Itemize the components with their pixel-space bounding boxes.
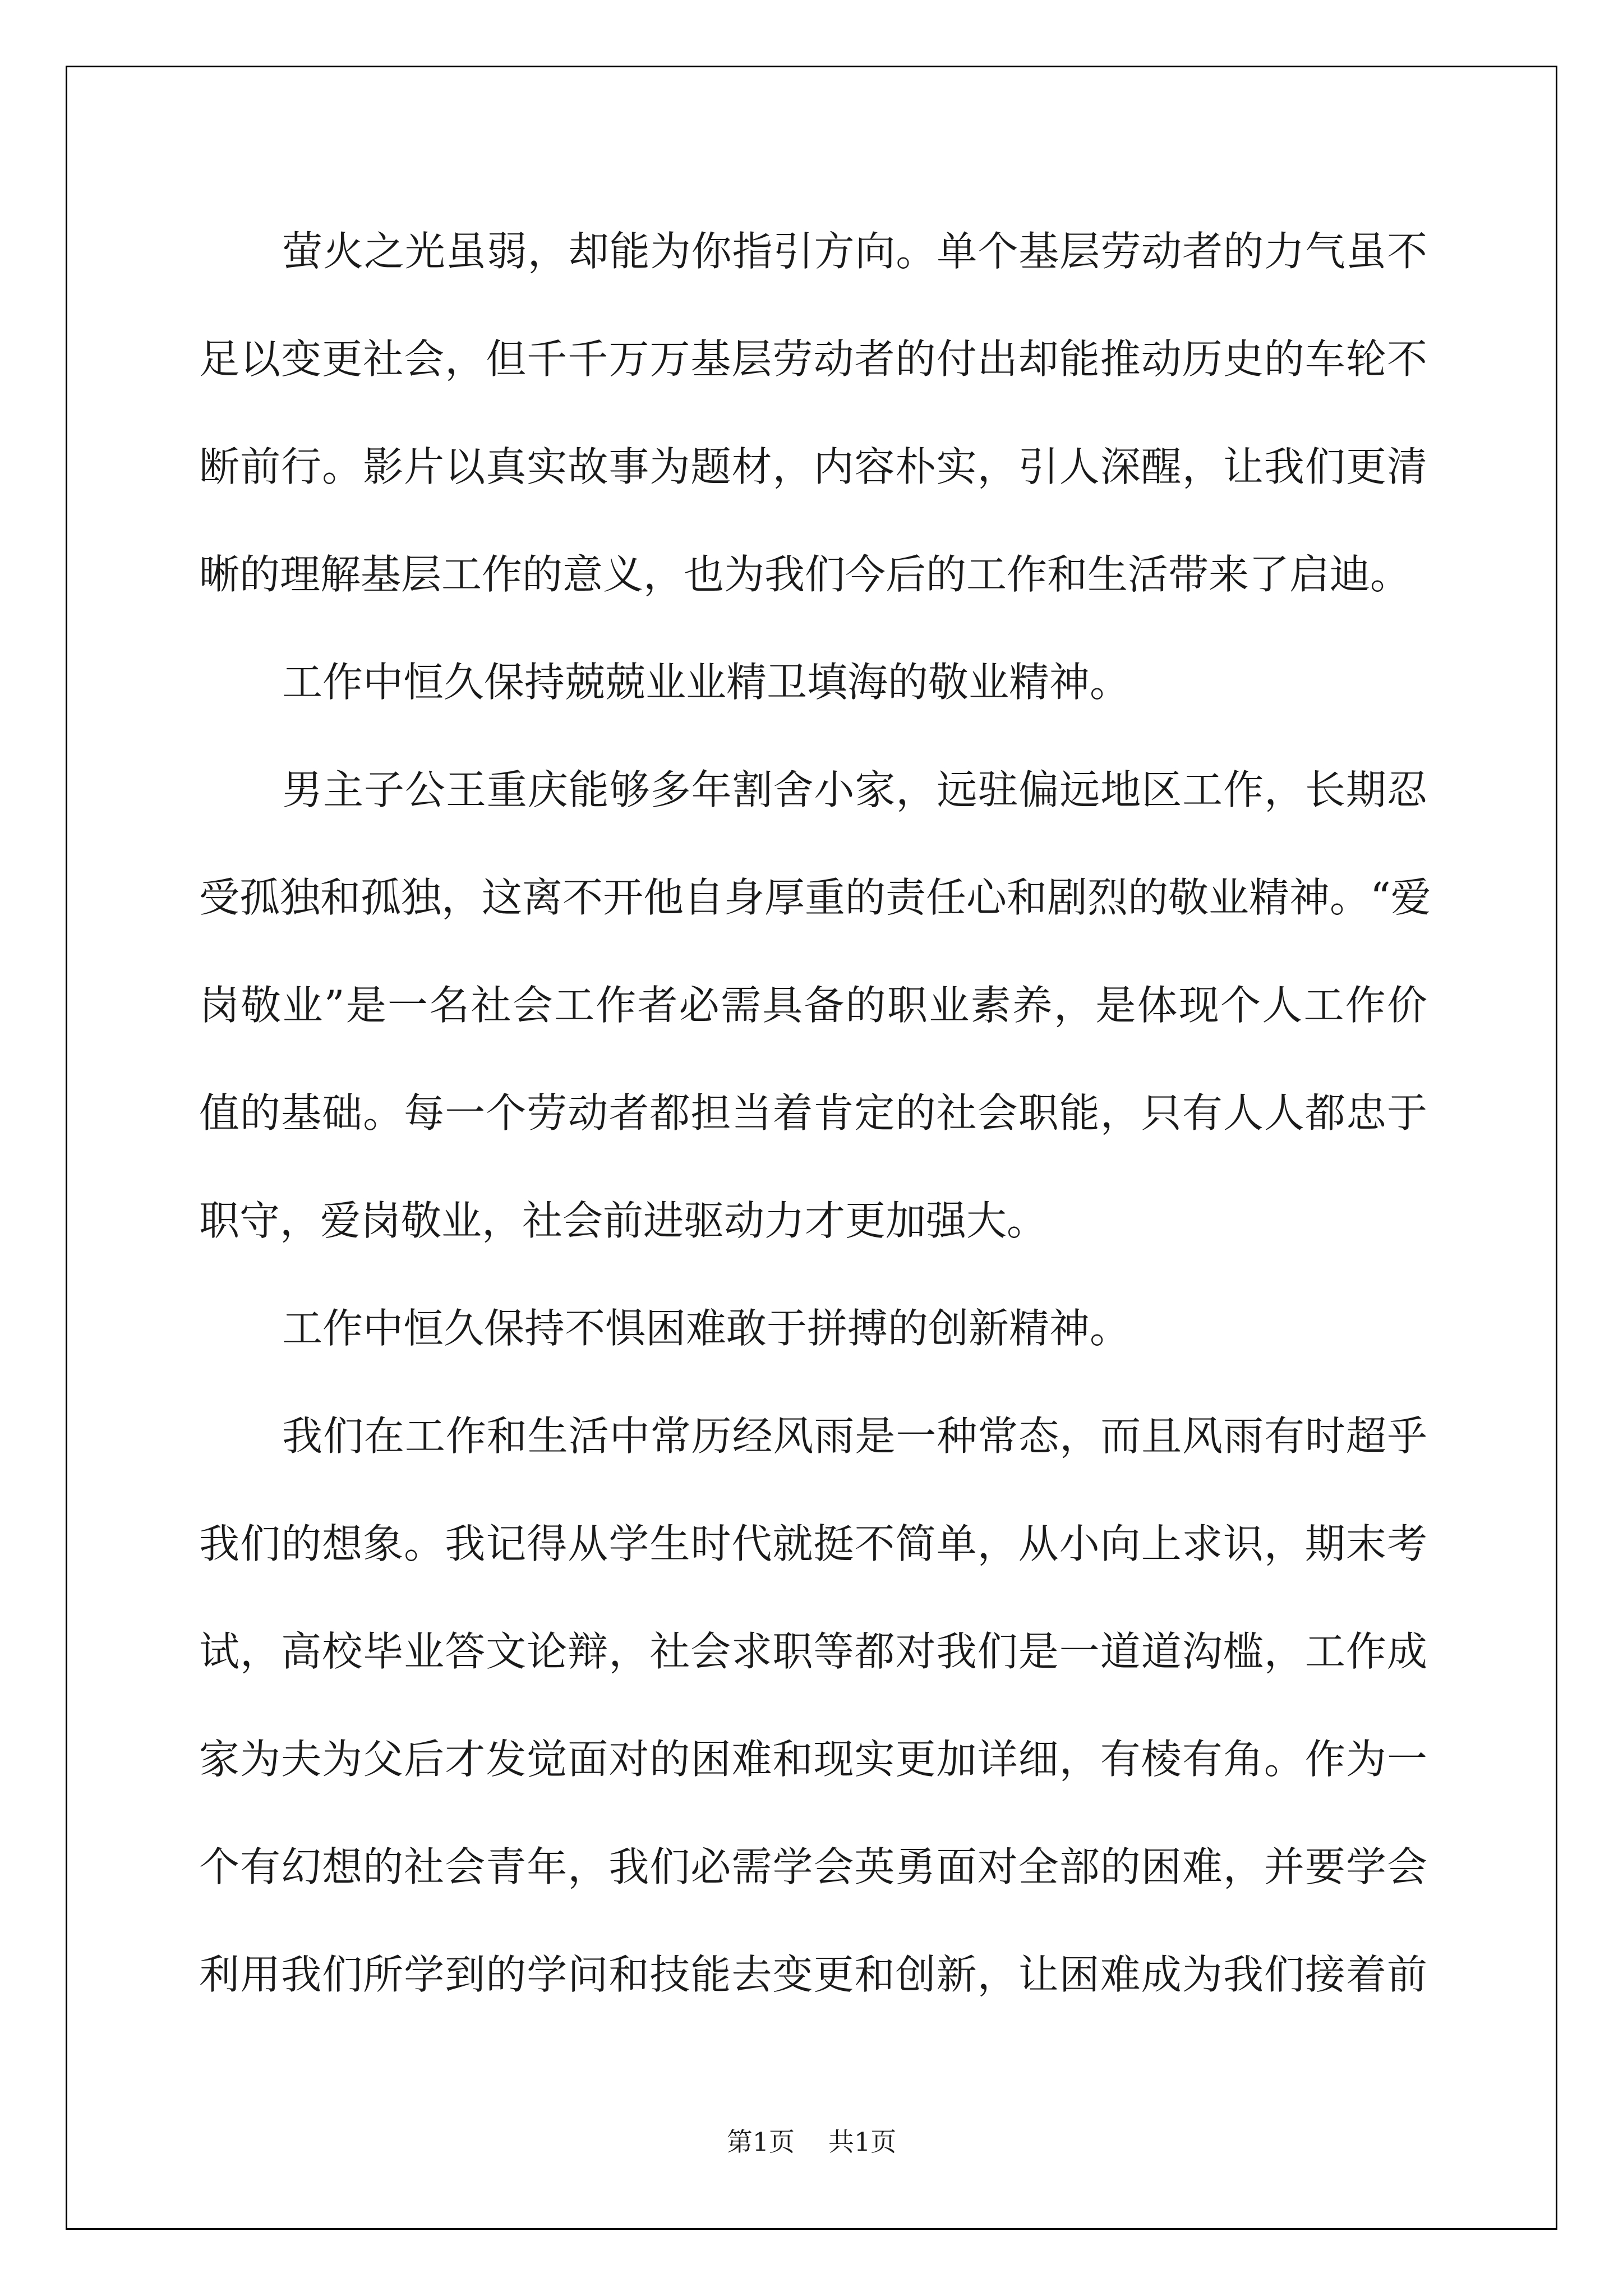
page-number-total: 共1页 bbox=[828, 2127, 897, 2157]
paragraph-line: 我们在工作和生活中常历经风雨是一种常态，而且风雨有时超乎 bbox=[282, 1412, 1427, 1460]
page-number-current: 第1页 bbox=[726, 2127, 795, 2157]
paragraph-line: 岗敬业”是一名社会工作者必需具备的职业素养，是体现个人工作价 bbox=[199, 982, 1427, 1029]
section-heading: 工作中恒久保持不惧困难敢于拼搏的创新精神。 bbox=[282, 1305, 1131, 1352]
paragraph-line: 足以变更社会，但千千万万基层劳动者的付出却能推动历史的车轮不 bbox=[199, 335, 1427, 383]
paragraph-line: 职守，爱岗敬业，社会前进驱动力才更加强大。 bbox=[199, 1197, 1048, 1244]
paragraph-line: 值的基础。每一个劳动者都担当着肯定的社会职能，只有人人都忠于 bbox=[199, 1089, 1427, 1137]
paragraph-line: 家为夫为父后才发觉面对的困难和现实更加详细，有棱有角。作为一 bbox=[199, 1736, 1427, 1783]
paragraph-line: 试，高校毕业答文论辩，社会求职等都对我们是一道道沟槛，工作成 bbox=[199, 1628, 1427, 1675]
page-footer bbox=[0, 2125, 1623, 2159]
paragraph-line: 萤火之光虽弱，却能为你指引方向。单个基层劳动者的力气虽不 bbox=[282, 228, 1427, 275]
paragraph-line: 晰的理解基层工作的意义，也为我们今后的工作和生活带来了启迪。 bbox=[199, 551, 1411, 598]
section-heading: 工作中恒久保持兢兢业业精卫填海的敬业精神。 bbox=[282, 659, 1131, 706]
paragraph-line: 利用我们所学到的学问和技能去变更和创新，让困难成为我们接着前 bbox=[199, 1951, 1427, 1998]
paragraph-line: 我们的想象。我记得从学生时代就挺不简单，从小向上求识，期末考 bbox=[199, 1520, 1427, 1567]
paragraph-line: 受孤独和孤独，这离不开他自身厚重的责任心和剧烈的敬业精神。“爱 bbox=[199, 874, 1431, 921]
paragraph-line: 断前行。影片以真实故事为题材，内容朴实，引人深醒，让我们更清 bbox=[199, 443, 1427, 490]
paragraph-line: 男主子公王重庆能够多年割舍小家，远驻偏远地区工作，长期忍 bbox=[282, 766, 1427, 813]
paragraph-line: 个有幻想的社会青年，我们必需学会英勇面对全部的困难，并要学会 bbox=[199, 1843, 1427, 1890]
page-border bbox=[66, 66, 1557, 2230]
